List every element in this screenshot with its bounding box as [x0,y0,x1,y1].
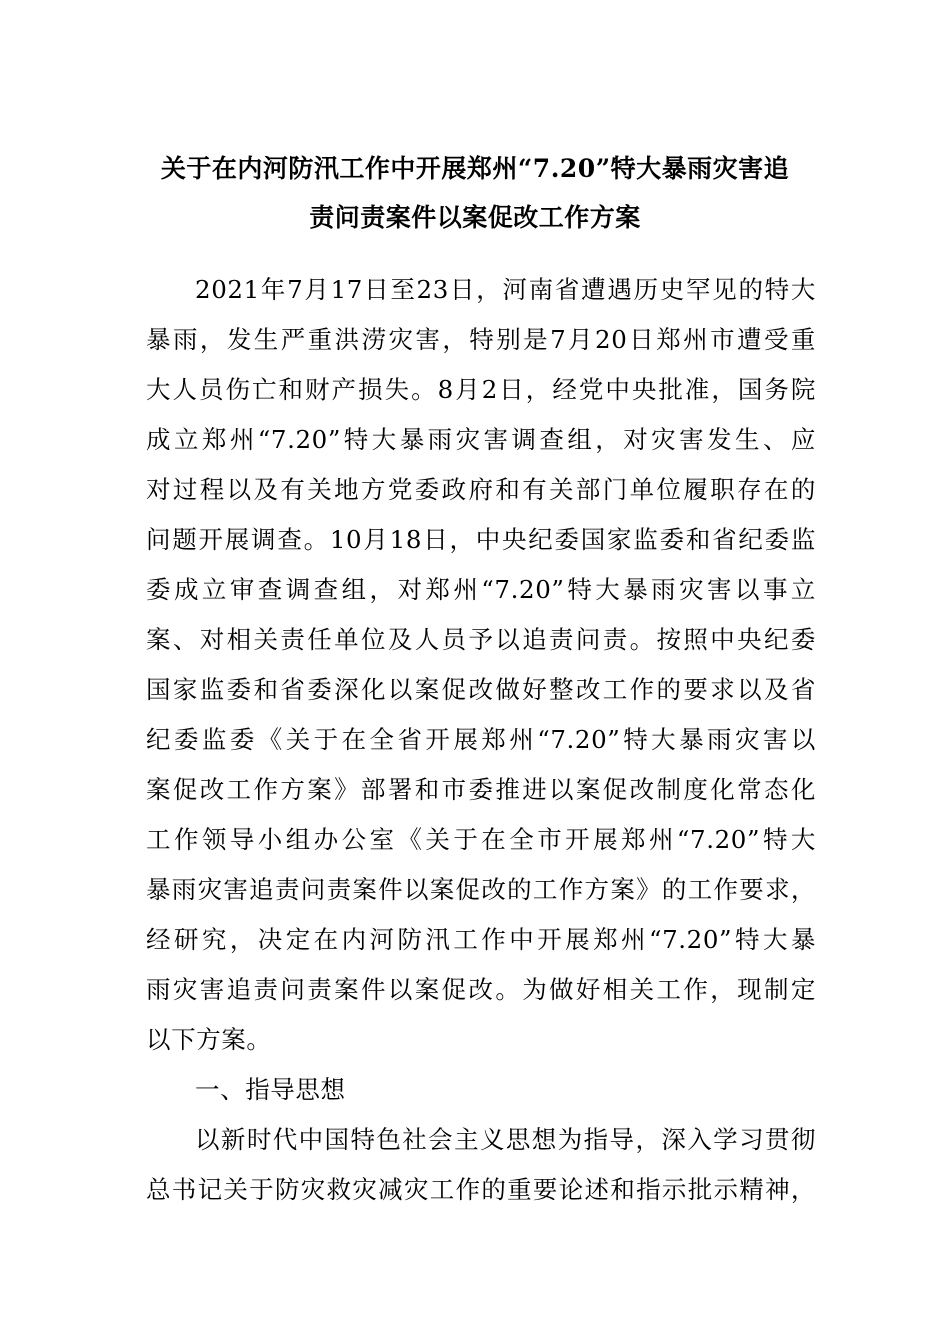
body-line: 国家监委和省委深化以案促改做好整改工作的要求以及省 [146,675,816,704]
document-body [146,265,816,1215]
body-line: 纪委监委《关于在全省开展郑州“7.20”特大暴雨灾害以 [146,725,816,754]
body-line: 以下方案。 [146,1025,272,1054]
section-heading: 一、指导思想 [195,1075,346,1104]
body-line: 经研究，决定在内河防汛工作中开展郑州“7.20”特大暴 [146,925,816,954]
document-title-line-2: 责问责案件以案促改工作方案 [309,203,641,232]
body-line: 案促改工作方案》部署和市委推进以案促改制度化常态化 [146,775,816,804]
body-line: 大人员伤亡和财产损失。8月2日，经党中央批准，国务院 [146,375,816,404]
document-title-line-1: 关于在内河防汛工作中开展郑州“7.20”特大暴雨灾害追 [160,154,790,183]
body-line: 委成立审查调查组，对郑州“7.20”特大暴雨灾害以事立 [146,575,816,604]
body-line: 以新时代中国特色社会主义思想为指导，深入学习贯彻 [195,1125,816,1154]
body-line: 问题开展调查。10月18日，中央纪委国家监委和省纪委监 [146,525,816,554]
body-line: 暴雨，发生严重洪涝灾害，特别是7月20日郑州市遭受重 [146,325,816,354]
body-line: 雨灾害追责问责案件以案促改。为做好相关工作，现制定 [146,975,816,1004]
body-line: 工作领导小组办公室《关于在全市开展郑州“7.20”特大 [146,825,816,854]
body-line: 成立郑州“7.20”特大暴雨灾害调查组，对灾害发生、应 [146,425,816,454]
body-line: 总书记关于防灾救灾减灾工作的重要论述和指示批示精神， [146,1175,816,1204]
body-line: 对过程以及有关地方党委政府和有关部门单位履职存在的 [146,475,816,504]
body-line: 2021年7月17日至23日，河南省遭遇历史罕见的特大 [195,275,816,304]
body-line: 案、对相关责任单位及人员予以追责问责。按照中央纪委 [146,625,816,654]
body-line: 暴雨灾害追责问责案件以案促改的工作方案》的工作要求， [146,875,816,904]
